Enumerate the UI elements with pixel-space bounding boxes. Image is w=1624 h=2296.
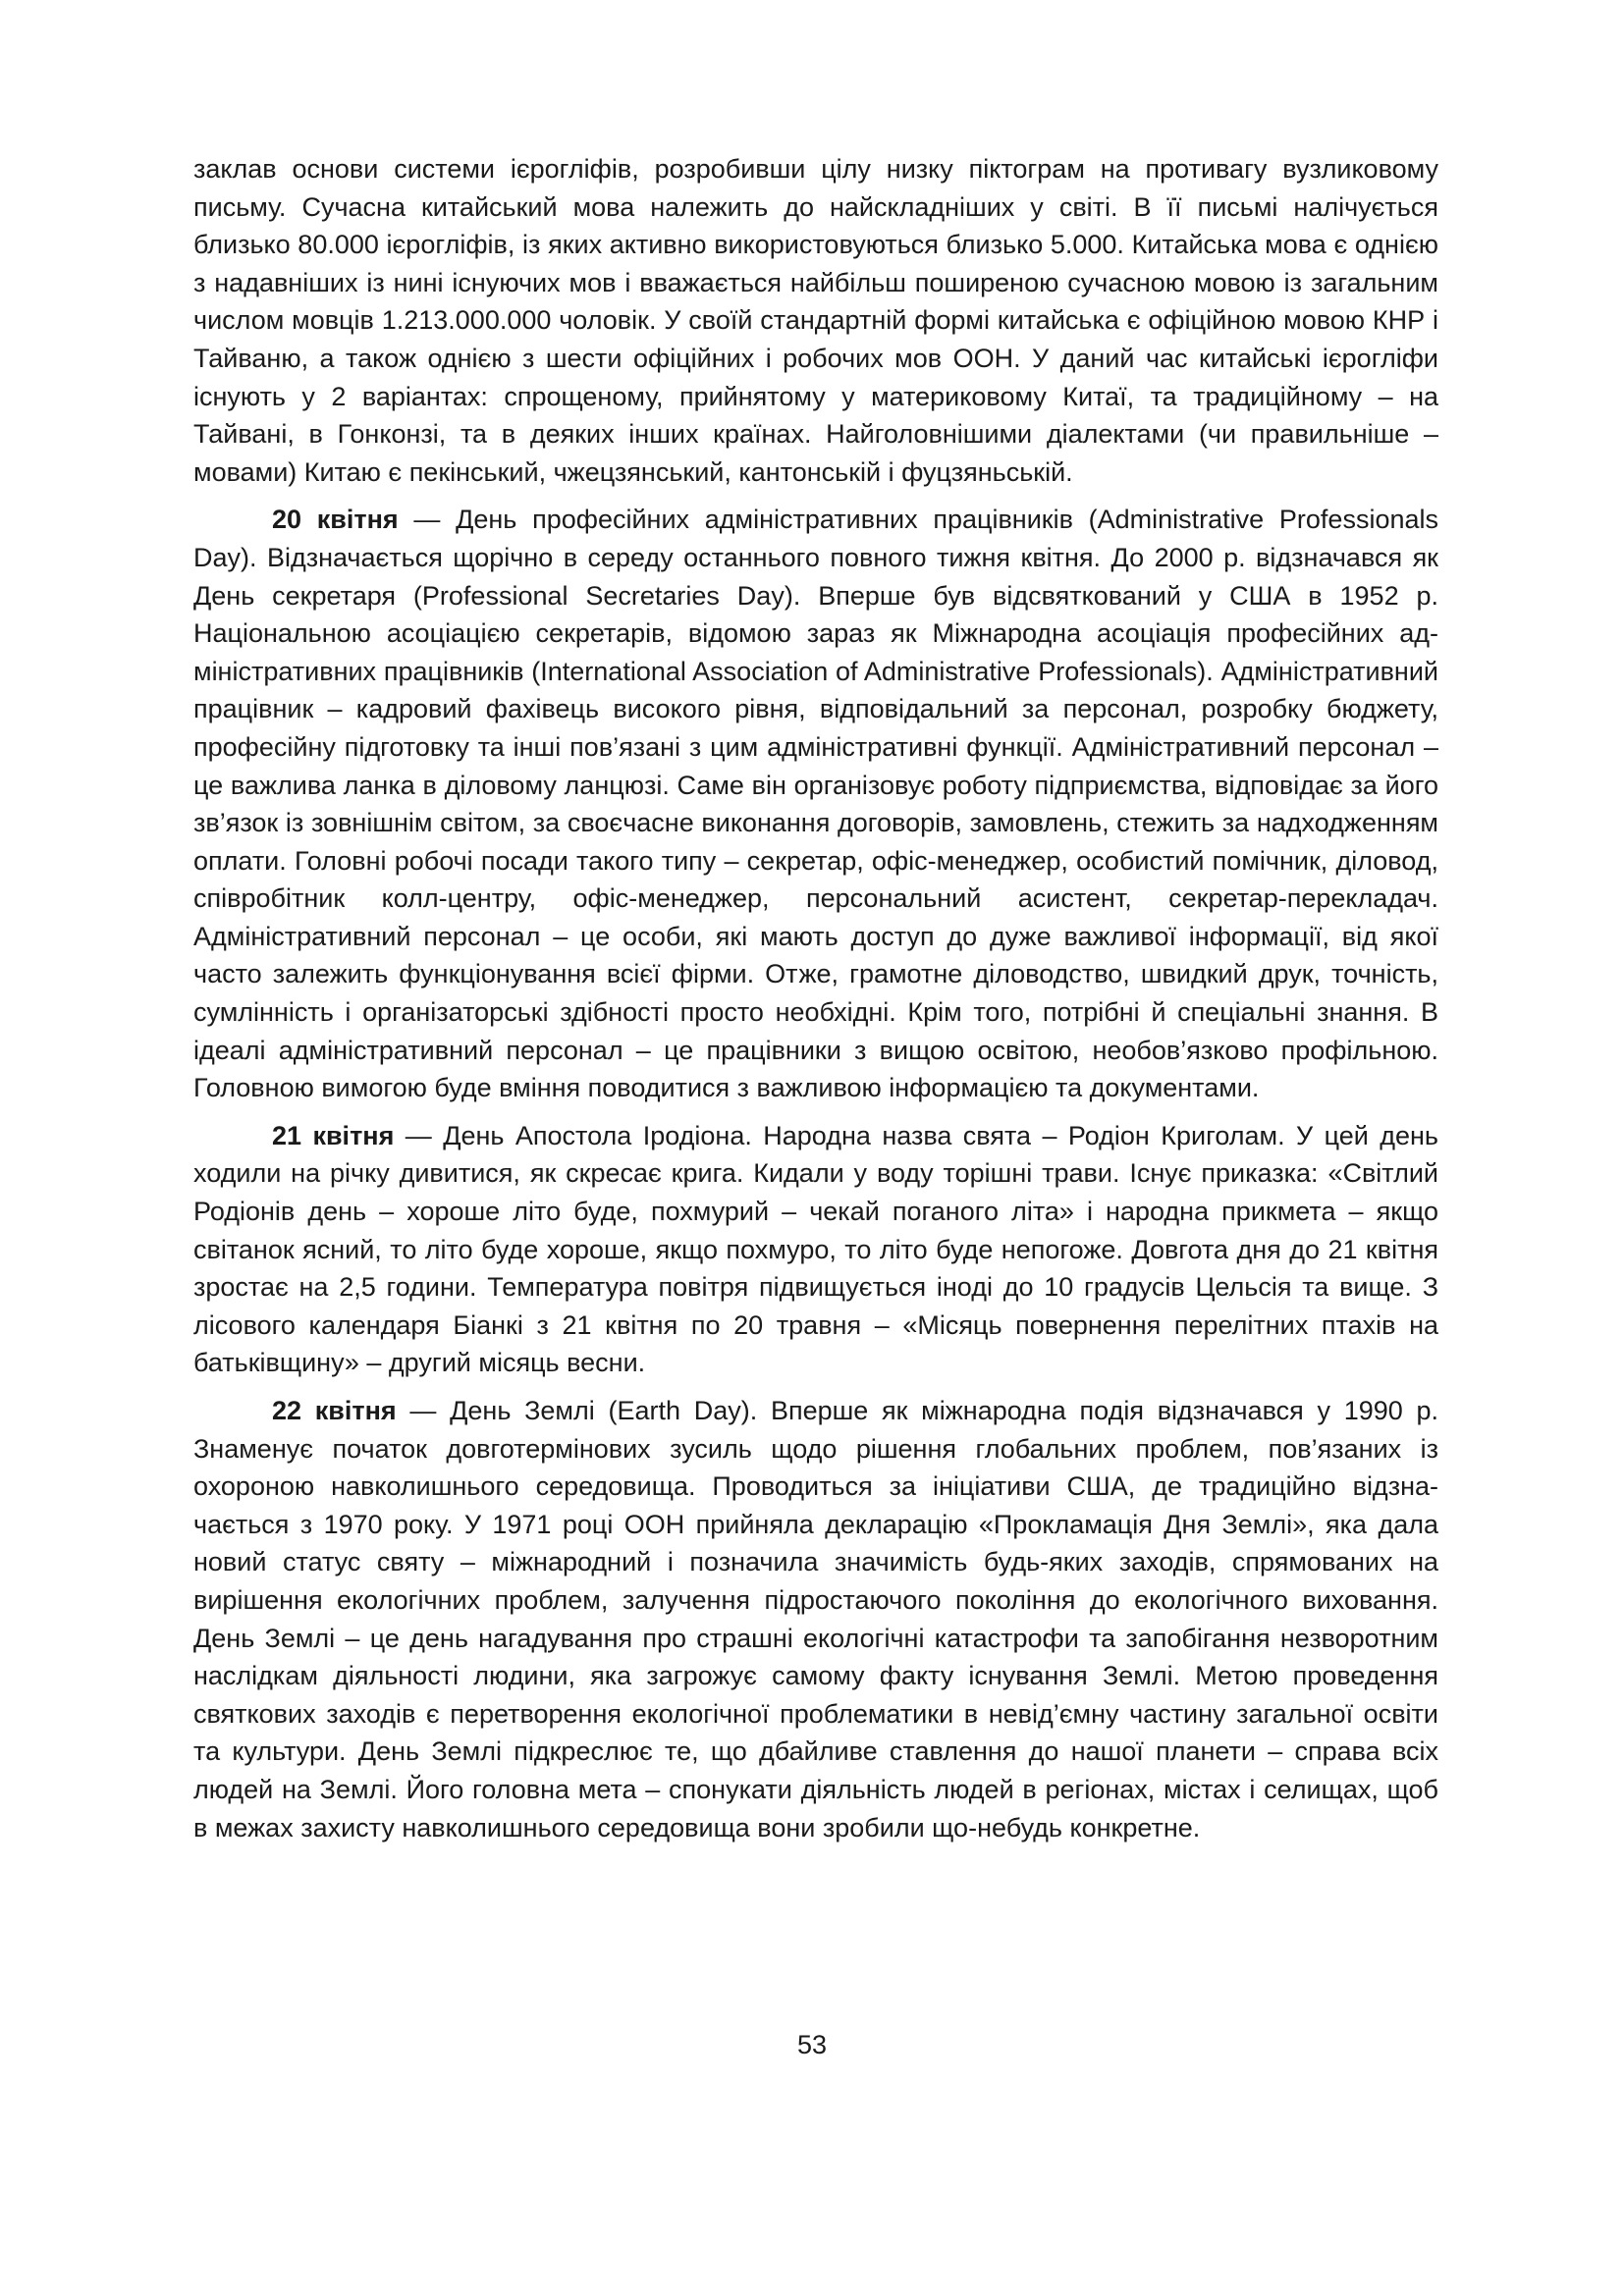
paragraph-text: — День професійних адміністративних працівників (Administrative Professionals Day). Відзначається щорічно в середу останнього повного тижня квітня. До 2000 р. відзначався як День секретаря (Professional Secretaries Day). Вперше був відсвяткований у США в 1952 р. Національною асоціацією секретарів, відомою зараз як Міжнародна асоціація професійних адміністративних працівників (International Association of Administrative Professionals). Адміністративний працівник – кадровий фахівець високого рівня, відповідальний за персонал, розробку бюджету, професійну підготовку та інші пов’язані з цим адміністративні функції. Адміністративний персонал – це важлива ланка в діловому ланцюзі. Саме він організовує роботу підприємства, відповідає за його зв’язок із зовнішнім світом, за своєчасне виконання договорів, замовлень, стежить за надходженням оплати. Головні робочі посади такого типу – секретар, офіс-менеджер, особистий помічник, діловод, співробітник колл-центру, офіс-менеджер, персональний асистент, секретар-перекладач. Адміністративний персонал – це особи, які мають доступ до дуже важливої інформації, від якої часто залежить функціонування всієї фірми. Отже, грамотне діловодство, швидкий друк, точність, сумлінність і організаторські здібності просто необхідні. Крім того, потрібні й спеціальні знання. В ідеалі адміністративний персонал – це працівники з вищою освітою, необов’язково профільною. Головною вимогою буде вміння поводитися з важливою інформацією та документами.: [193, 505, 1438, 1103]
paragraph-april-21: [193, 1117, 1438, 1382]
paragraph-text: заклав основи системи ієрогліфів, розробивши цілу низку піктограм на противагу вузликовому письму. Сучасна китайський мова належить до найскладніших у світі. В її письмі налічується близько 80.000 ієрогліфів, із яких активно використовуються близько 5.000. Китайська мова є однією з надавніших із нині існуючих мов і вважається найбільш поширеною сучасною мовою із загальним числом мовців 1.213.000.000 чоловік. У своїй стандартній формі китайська є офіційною мовою КНР і Тайваню, а також однією з шести офіційних і робочих мов ООН. У даний час китайські ієрогліфи існують у 2 варіантах: спрощеному, прийнятому у материковому Китаї, та традиційному – на Тайвані, в Гонконзі, та в деяких інших країнах. Найголовнішими діалектами (чи правильніше – мовами) Китаю є пекінський, чжецзянський, кантонській і фуцзяньській.: [193, 154, 1438, 487]
page-body: [193, 150, 1438, 1856]
paragraph-text: — День Землі (Earth Day). Вперше як міжнародна подія відзначався у 1990 р. Знаменує початок довготермінових зусиль щодо рішення глобальних проблем, пов’язаних із охороною навколишнього середовища. Проводиться за ініціативи США, де традиційно відзначається з 1970 року. У 1971 році ООН прийняла декларацію «Прокламація Дня Землі», яка дала новий статус святу – міжнародний і позначила значимість будь-яких заходів, спрямованих на вирішення екологічних проблем, залучення підростаючого покоління до екологічного виховання. День Землі – це день нагадування про страшні екологічні катастрофи та запобігання незворотним наслідкам діяльності людини, яка загрожує самому факту існування Землі. Метою проведення святкових заходів є перетворення екологічної проблематики в невід’ємну частину загальної освіти та культури. День Землі підкреслює те, що дбайливе ставлення до нашої планети – справа всіх людей на Землі. Його головна мета – спонукати діяльність людей в регіонах, містах і селищах, щоб в межах захисту навколишнього середовища вони зробили що-небудь конкретне.: [193, 1396, 1438, 1842]
paragraph-april-22: [193, 1392, 1438, 1846]
date-heading: 21 квітня: [272, 1120, 395, 1150]
page-number: 53: [796, 2030, 828, 2059]
date-heading: 22 квітня: [272, 1396, 397, 1425]
paragraph-text: — День Апостола Іродіона. Народна назва свята – Родіон Криголам. У цей день ходили на річку дивитися, як скресає крига. Кидали у воду торішні трави. Існує приказка: «Світлий Родіонів день – хороше літо буде, похмурий – чекай поганого літа» і народна прикмета – якщо світанок ясний, то літо буде хороше, якщо похмуро, то літо буде непогоже. Довгота дня до 21 квітня зростає на 2,5 години. Температура повітря підвищується іноді до 10 градусів Цельсія та вище. З лісового календаря Біанкі з 21 квітня по 20 травня – «Місяць повернення перелітних птахів на батьківщину» – другий місяць весни.: [193, 1120, 1438, 1378]
date-heading: 20 квітня: [272, 505, 399, 535]
paragraph-april-20: [193, 501, 1438, 1107]
paragraph-chinese-language: [193, 150, 1438, 491]
